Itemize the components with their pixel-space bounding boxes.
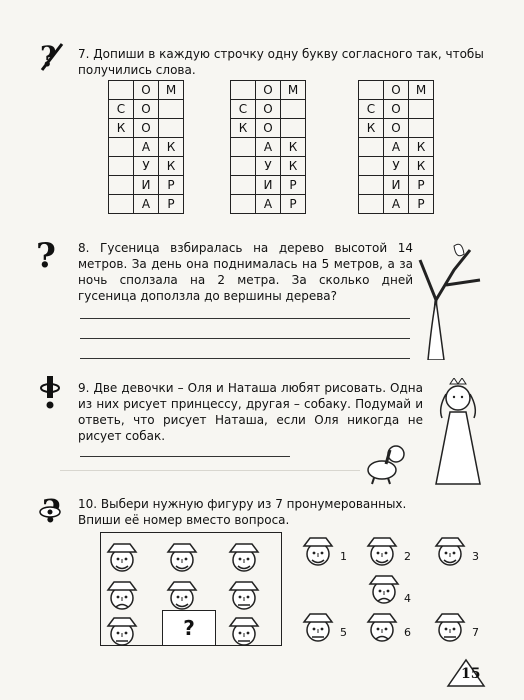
option-figure-2[interactable]: [364, 532, 400, 568]
letter-cell: А: [134, 195, 159, 214]
grid-row: [359, 176, 434, 195]
letter-cell: И: [134, 176, 159, 195]
letter-cell: А: [384, 195, 409, 214]
answer-line[interactable]: [80, 318, 410, 319]
answer-line[interactable]: [80, 358, 410, 359]
pencil-icon: [38, 40, 64, 76]
blank-cell[interactable]: [359, 138, 384, 157]
blank-cell[interactable]: [231, 195, 256, 214]
tree-illustration: [410, 240, 490, 364]
letter-cell: И: [384, 176, 409, 195]
option-number: 3: [472, 550, 479, 563]
letter-cell: М: [281, 81, 306, 100]
grid-row: [231, 100, 306, 119]
grid-row: [109, 119, 184, 138]
grid-row: [359, 81, 434, 100]
letter-cell: А: [256, 138, 281, 157]
option-number: 5: [340, 626, 347, 639]
letter-cell: К: [409, 138, 434, 157]
letter-cell: А: [134, 138, 159, 157]
option-number: 2: [404, 550, 411, 563]
blank-cell[interactable]: [409, 100, 434, 119]
letter-cell: К: [231, 119, 256, 138]
letter-cell: К: [109, 119, 134, 138]
option-figure-7[interactable]: [432, 608, 468, 644]
answer-line[interactable]: [80, 456, 290, 457]
divider: [60, 470, 360, 471]
blank-cell[interactable]: [109, 176, 134, 195]
blank-cell[interactable]: [359, 195, 384, 214]
option-figure-6[interactable]: [364, 608, 400, 644]
letter-cell: О: [256, 100, 281, 119]
grid-row: [231, 119, 306, 138]
letter-cell: О: [256, 119, 281, 138]
blank-cell[interactable]: [281, 100, 306, 119]
blank-cell[interactable]: [359, 157, 384, 176]
blank-cell[interactable]: [109, 157, 134, 176]
face-figure: [104, 612, 140, 648]
face-figure: [226, 538, 262, 574]
option-figure-4[interactable]: [366, 570, 402, 606]
letter-cell: О: [134, 100, 159, 119]
letter-cell: К: [281, 138, 306, 157]
option-figure-3[interactable]: [432, 532, 468, 568]
letter-cell: А: [256, 195, 281, 214]
blank-cell[interactable]: [281, 119, 306, 138]
answer-line[interactable]: [80, 338, 410, 339]
blank-cell[interactable]: [409, 119, 434, 138]
letter-cell: К: [409, 157, 434, 176]
page-number: 15: [461, 666, 481, 682]
question-mark-icon: ?: [36, 236, 56, 276]
letter-cell: О: [384, 81, 409, 100]
task8-text: 8. Гусеница взбиралась на дерево высотой 14 метров. За день она поднималась на 5 метров, а за ночь сползала на 2 метра. За сколько дней гусеница доползла до вершины дерева?: [78, 241, 413, 303]
task9-text: 9. Две девочки – Оля и Наташа любят рисовать. Одна из них рисует принцессу, другая – собаку. Подумай и ответь, что рисует Наташа, если Оля никогда не рисует собак.: [78, 381, 423, 443]
grid-row: [109, 138, 184, 157]
princess-illustration: [428, 378, 488, 492]
letter-cell: Р: [281, 176, 306, 195]
grid-row: [109, 81, 184, 100]
grid-row: [359, 157, 434, 176]
option-number: 4: [404, 592, 411, 605]
blank-cell[interactable]: [159, 100, 184, 119]
blank-cell[interactable]: [109, 138, 134, 157]
letter-cell: И: [256, 176, 281, 195]
letter-cell: Р: [159, 195, 184, 214]
face-figure: [104, 538, 140, 574]
letter-cell: О: [134, 81, 159, 100]
face-figure: [226, 576, 262, 612]
option-figure-5[interactable]: [300, 608, 336, 644]
grid-row: [109, 100, 184, 119]
letter-cell: К: [281, 157, 306, 176]
letter-cell: О: [134, 119, 159, 138]
grid-row: [231, 138, 306, 157]
letter-cell: Р: [409, 195, 434, 214]
blank-cell[interactable]: [231, 81, 256, 100]
letter-cell: О: [256, 81, 281, 100]
letter-cell: Р: [281, 195, 306, 214]
letter-cell: А: [384, 138, 409, 157]
grid-row: [231, 195, 306, 214]
letter-cell: К: [159, 138, 184, 157]
svg-text:?: ?: [40, 40, 57, 72]
option-number: 7: [472, 626, 479, 639]
letter-grid-2: [230, 80, 306, 214]
grid-row: [109, 195, 184, 214]
blank-cell[interactable]: [359, 81, 384, 100]
blank-cell[interactable]: [359, 176, 384, 195]
blank-cell[interactable]: [231, 138, 256, 157]
face-figure: [226, 612, 262, 648]
grid-row: [231, 157, 306, 176]
face-figure: [164, 576, 200, 612]
task7-text: 7. Допиши в каждую строчку одну букву согласного так, чтобы получились слова.: [78, 47, 484, 77]
letter-cell: М: [159, 81, 184, 100]
blank-cell[interactable]: [109, 81, 134, 100]
option-number: 1: [340, 550, 347, 563]
grid-row: [231, 176, 306, 195]
blank-cell[interactable]: [231, 157, 256, 176]
letter-cell: О: [384, 119, 409, 138]
letter-grid-1: [108, 80, 184, 214]
letter-cell: Р: [409, 176, 434, 195]
letter-cell: С: [359, 100, 384, 119]
blank-cell[interactable]: [231, 176, 256, 195]
grid-row: [359, 100, 434, 119]
option-figure-1[interactable]: [300, 532, 336, 568]
grid-row: [109, 157, 184, 176]
letter-cell: С: [109, 100, 134, 119]
blank-cell[interactable]: [109, 195, 134, 214]
letter-cell: С: [231, 100, 256, 119]
letter-cell: О: [384, 100, 409, 119]
dog-illustration: [360, 440, 410, 489]
letter-cell: Р: [159, 176, 184, 195]
task10-text: 10. Выбери нужную фигуру из 7 пронумерованных. Впиши её номер вместо вопроса.: [78, 497, 407, 527]
grid-row: [359, 195, 434, 214]
face-figure: [164, 538, 200, 574]
face-figure: [104, 576, 140, 612]
letter-cell: К: [159, 157, 184, 176]
grid-row: [359, 119, 434, 138]
blank-cell[interactable]: [159, 119, 184, 138]
letter-cell: У: [384, 157, 409, 176]
letter-cell: М: [409, 81, 434, 100]
answer-box[interactable]: ?: [162, 610, 216, 646]
exclamation-icon: [40, 374, 60, 414]
letter-cell: У: [134, 157, 159, 176]
grid-row: [109, 176, 184, 195]
letter-grid-3: [358, 80, 434, 214]
grid-row: [231, 81, 306, 100]
letter-cell: У: [256, 157, 281, 176]
eye-question-icon: [38, 492, 68, 532]
option-number: 6: [404, 626, 411, 639]
grid-row: [359, 138, 434, 157]
letter-cell: К: [359, 119, 384, 138]
